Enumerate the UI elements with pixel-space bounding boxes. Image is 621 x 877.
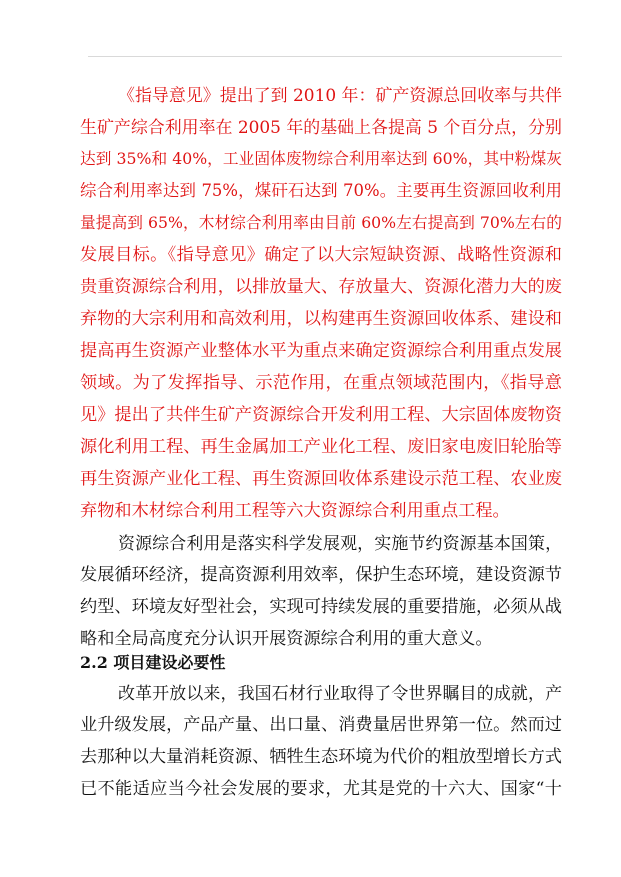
section-heading: 2.2 项目建设必要性	[80, 653, 226, 672]
paragraph-1-line-9: 提高再生资源产业整体水平为重点来确定资源综合利用重点发展	[80, 341, 562, 361]
paragraph-2-line-3: 约型、环境友好型社会，实现可持续发展的重要措施，必须从战	[80, 597, 562, 617]
paragraph-1-line-7: 贵重资源综合利用，以排放量大、存放量大、资源化潜力大的废	[80, 277, 562, 297]
paragraph-1-line-13: 再生资源产业化工程、再生资源回收体系建设示范工程、农业废	[80, 469, 562, 489]
paragraph-1-line-10: 领域。为了发挥指导、示范作用，在重点领域范围内，《指导意	[80, 373, 562, 393]
paragraph-1-line-4: 综合利用率达到 75%，煤矸石达到 70%。主要再生资源回收利用	[80, 181, 562, 200]
paragraph-1-line-1: 《指导意见》提出了到 2010 年：矿产资源总回收率与共伴	[118, 85, 562, 105]
paragraph-1-line-8: 弃物的大宗利用和高效利用，以构建再生资源回收体系、建设和	[80, 309, 562, 329]
paragraph-1-line-5: 量提高到 65%，木材综合利用率由目前 60%左右提高到 70%左右的	[80, 213, 562, 232]
paragraph-1-line-2: 生矿产综合利用率在 2005 年的基础上各提高 5 个百分点，分别	[80, 117, 562, 137]
paragraph-3-line-2: 业升级发展，产品产量、出口量、消费量居世界第一位。然而过	[80, 715, 562, 735]
paragraph-3-line-3: 去那种以大量消耗资源、牺牲生态环境为代价的粗放型增长方式	[80, 747, 562, 767]
paragraph-2-line-4: 略和全局高度充分认识开展资源综合利用的重大意义。	[80, 629, 493, 649]
paragraph-1-line-12: 源化利用工程、再生金属加工产业化工程、废旧家电废旧轮胎等	[80, 437, 562, 457]
paragraph-3-line-1: 改革开放以来，我国石材行业取得了令世界瞩目的成就，产	[118, 683, 562, 703]
paragraph-1-line-11: 见》提出了共伴生矿产资源综合开发利用工程、大宗固体废物资	[80, 405, 562, 425]
paragraph-2-line-2: 发展循环经济，提高资源利用效率，保护生态环境，建设资源节	[80, 565, 562, 585]
header-rule	[88, 56, 562, 57]
paragraph-2-line-1: 资源综合利用是落实科学发展观，实施节约资源基本国策，	[118, 533, 562, 553]
paragraph-1-line-14: 弃物和木材综合利用工程等六大资源综合利用重点工程。	[80, 501, 510, 521]
paragraph-1-line-6: 发展目标。《指导意见》确定了以大宗短缺资源、战略性资源和	[80, 245, 562, 265]
paragraph-3-line-4: 已不能适应当今社会发展的要求，尤其是党的十六大、国家“十	[80, 779, 562, 799]
paragraph-1-line-3: 达到 35%和 40%，工业固体废物综合利用率达到 60%，其中粉煤灰	[80, 149, 562, 168]
